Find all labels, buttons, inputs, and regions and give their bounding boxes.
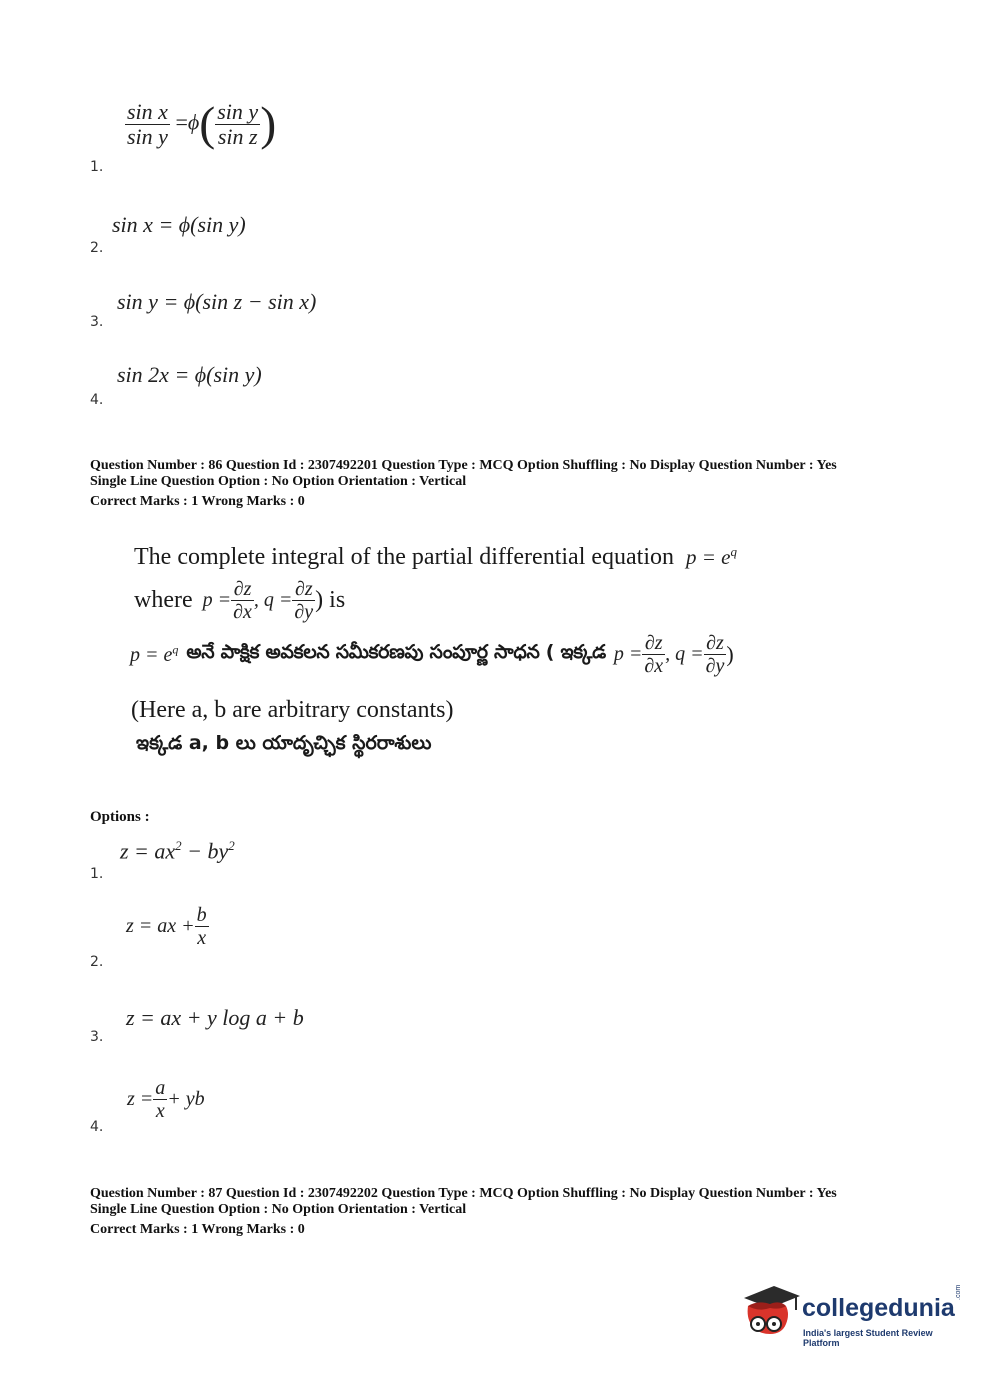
logo-com: .com (955, 1284, 962, 1300)
option-3-formula: z = ax + y log a + b (126, 1005, 304, 1030)
metadata-line-1: Question Number : 87 Question Id : 2307492202 Question Type : MCQ Option Shuffling : No Display Question Number : Yes (90, 1186, 837, 1201)
prev-option-1-formula: $\frac{\text{sin x}}{\text{sin y}}$ =ϕ( $\frac{\text{sin y}}{\text{sin z}}$ ) (127, 97, 277, 151)
option-3-number: 3. (90, 1029, 104, 1045)
logo-tagline: India's largest Student Review Platform (803, 1328, 933, 1348)
metadata-line-2: Single Line Question Option : No Option Orientation : Vertical (90, 474, 467, 489)
question-86-note-english: (Here a, b are arbitrary constants) (131, 697, 454, 723)
option-2-number: 2. (90, 954, 104, 970)
option-1-formula: $z = ax^2 - by^2$ (120, 838, 235, 864)
question-87-metadata (90, 1186, 837, 1238)
options-label: Options : (90, 809, 150, 825)
question-86-metadata (90, 458, 837, 510)
prev-option-3-formula: sin y = ϕ(sin z − sin x) (117, 289, 317, 314)
question-86-telugu-line: $p = e^q$ అనే పాక్షిక అవకలన సమీకరణపు సంపూర్ణ సాధన ( ఇక్కడ p = $\frac{\partial z}{\partial x}$ , q = $\frac{\partial z}{\partial y}$ ) (130, 632, 734, 677)
option-4-number: 4. (90, 1119, 104, 1135)
question-86-english-line-2: where p = $\frac{\partial z}{\partial x}$ , q = $\frac{\partial z}{\partial y}$ ) is (134, 578, 346, 623)
logo-wordmark: collegedunia (802, 1294, 955, 1322)
question-86-note-telugu: ఇక్కడ a, b లు యాదృచ్ఛిక స్థిరరాశులు (136, 732, 432, 754)
option-2-formula: z = ax + $\frac{b}{x}$ (126, 904, 207, 949)
metadata-line-3: Correct Marks : 1 Wrong Marks : 0 (90, 494, 305, 509)
metadata-line-1: Question Number : 86 Question Id : 2307492201 Question Type : MCQ Option Shuffling : No Display Question Number : Yes (90, 458, 837, 473)
prev-option-2-number: 2. (90, 240, 104, 256)
mascot-icon (740, 1280, 802, 1348)
prev-option-2-formula: sin x = ϕ(sin y) (112, 212, 246, 237)
question-86-english-line-1: The complete integral of the partial differential equation $p = e^q$ (134, 544, 737, 570)
metadata-line-2: Single Line Question Option : No Option Orientation : Vertical (90, 1202, 467, 1217)
option-4-formula: z = $\frac{a}{x}$ + yb (127, 1077, 205, 1122)
collegedunia-logo (740, 1280, 970, 1352)
prev-option-4-number: 4. (90, 392, 104, 408)
prev-option-1-number: 1. (90, 159, 104, 175)
prev-option-3-number: 3. (90, 314, 104, 330)
prev-option-4-formula: sin 2x = ϕ(sin y) (117, 362, 262, 387)
metadata-line-3: Correct Marks : 1 Wrong Marks : 0 (90, 1222, 305, 1237)
option-1-number: 1. (90, 866, 104, 882)
